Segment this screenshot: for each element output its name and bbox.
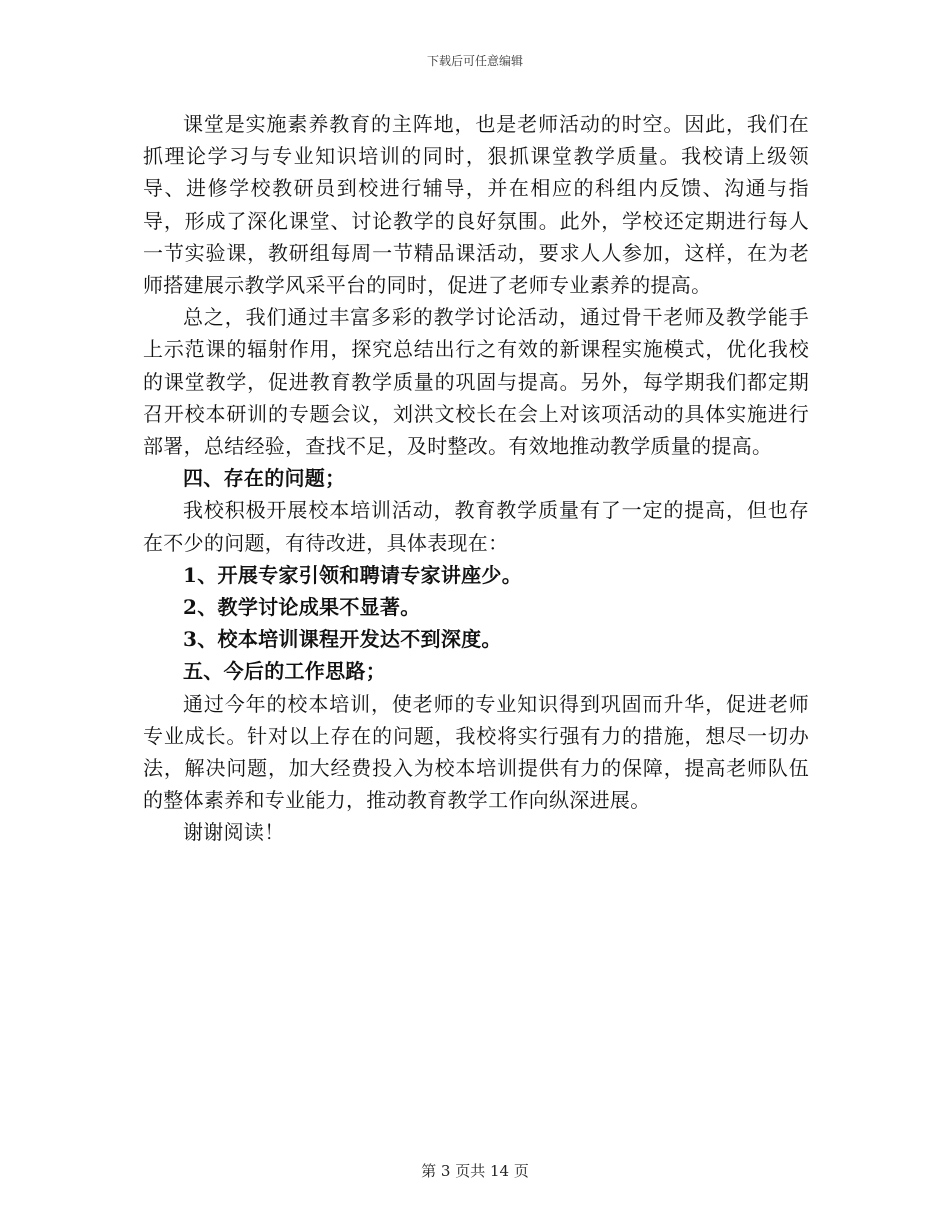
paragraph-classroom-teaching: 课堂是实施素养教育的主阵地，也是老师活动的时空。因此，我们在抓理论学习与专业知识培训的同时，狠抓课堂教学质量。我校请上级领导、进修学校教研员到校进行辅导，并在相应的科组内反馈、沟通与指导，形成了深化课堂、讨论教学的良好氛围。此外，学校还定期进行每人一节实验课，教研组每周一节精品课活动，要求人人参加，这样，在为老师搭建展示教学风采平台的同时，促进了老师专业素养的提高。 [143,112,809,298]
section-heading-problems: 四、存在的问题； [183,466,346,491]
page-number-footer: 第 3 页共 14 页 [421,1162,529,1180]
problem-item-1: 1、开展专家引领和聘请专家讲座少。 [183,562,523,587]
problem-item-2: 2、教学讨论成果不显著。 [183,595,421,620]
paragraph-problems-intro: 我校积极开展校本培训活动，教育教学质量有了一定的提高，但也存在不少的问题，有待改进，具体表现在： [143,498,809,555]
closing-thanks: 谢谢阅读！ [183,820,285,845]
paragraph-future-work: 通过今年的校本培训，使老师的专业知识得到巩固而升华，促进老师专业成长。针对以上存在的问题，我校将实行强有力的措施，想尽一切办法，解决问题，加大经费投入为校本培训提供有力的保障，提高老师队伍的整体素养和专业能力，推动教育教学工作向纵深进展。 [143,691,809,813]
document-body [143,108,809,849]
paragraph-summary: 总之，我们通过丰富多彩的教学讨论活动，通过骨干老师及教学能手上示范课的辐射作用，探究总结出行之有效的新课程实施模式，优化我校的课堂教学，促进教育教学质量的巩固与提高。另外，每学期我们都定期召开校本研训的专题会议，刘洪文校长在会上对该项活动的具体实施进行部署，总结经验，查找不足，及时整改。有效地推动教学质量的提高。 [143,305,809,459]
page-header: 下载后可任意编辑 [426,54,523,68]
problem-item-3: 3、校本培训课程开发达不到深度。 [183,627,502,652]
section-heading-future-work: 五、今后的工作思路； [183,659,386,684]
